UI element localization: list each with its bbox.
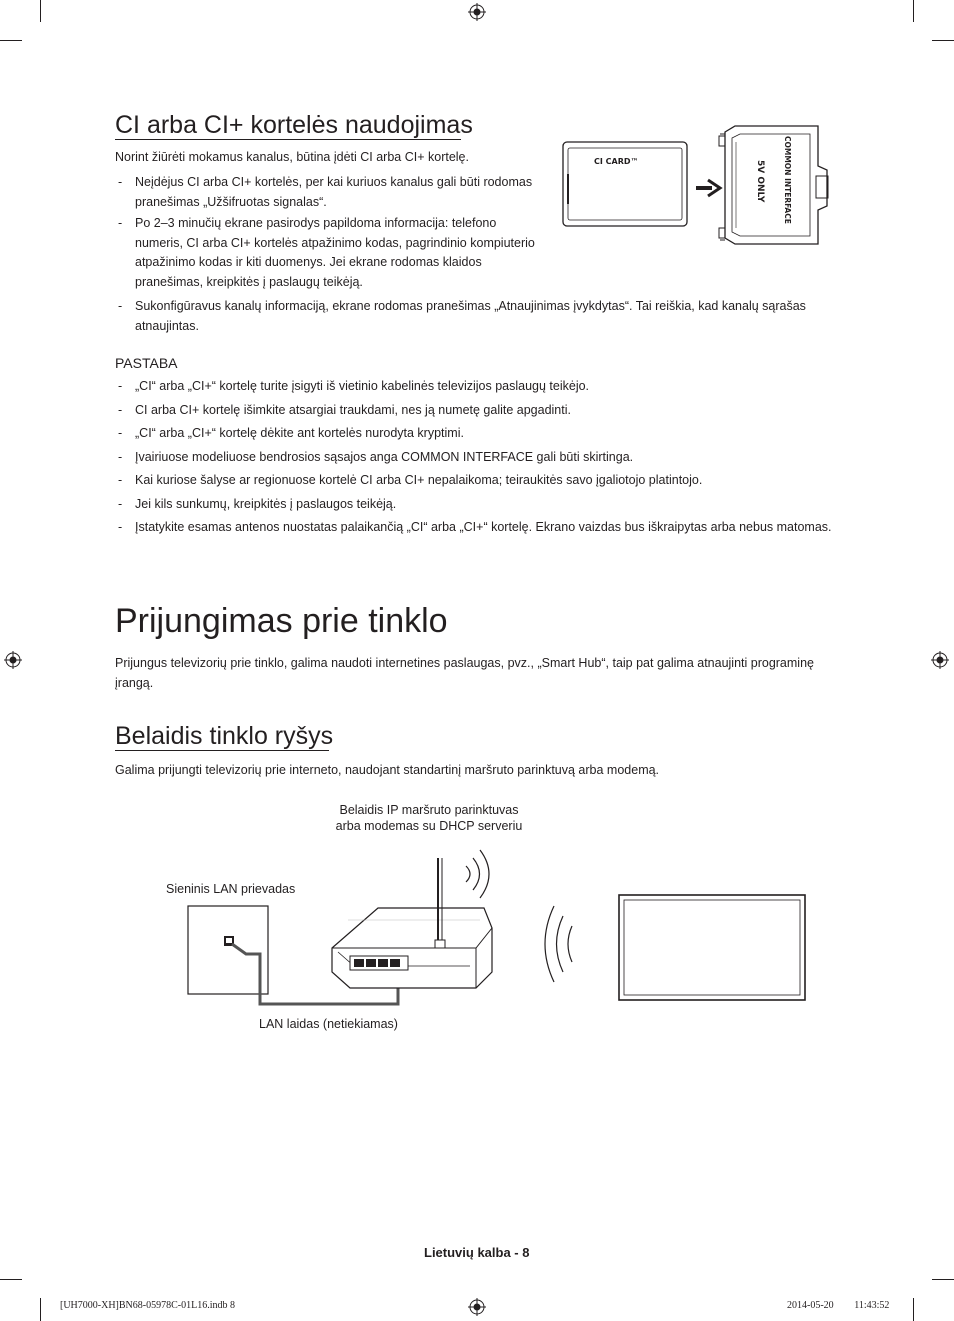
wireless-intro: Galima prijungti televizorių prie interneto, naudojant standartinį maršruto parinktuvą arba modemą. (115, 763, 660, 777)
registration-mark-icon (931, 651, 949, 669)
note-heading: PASTABA (115, 355, 178, 371)
page-number: Lietuvių kalba - 8 (424, 1245, 530, 1260)
list-item: - Sukonfigūravus kanalų informaciją, ekrane rodomas pranešimas „Atnaujinimas įvykdytas“. Tai reiškia, kad kanalų sąrašas atnaujintas. (115, 297, 845, 336)
wall-lan-port-icon (188, 906, 268, 994)
lan-cable-label: LAN laidas (netiekiamas) (259, 1017, 398, 1031)
crop-mark (40, 0, 41, 22)
wifi-signal-icon (466, 850, 489, 898)
crop-mark (913, 1298, 914, 1321)
list-item: - CI arba CI+ kortelę išimkite atsargiai traukdami, nes ją numetę galite apgadinti. (115, 401, 845, 421)
list-item: - Neįdėjus CI arba CI+ kortelės, per kai kuriuos kanalus gali būti rodomas pranešimas „Užšifruotas signalas“. (115, 173, 535, 212)
crop-mark (932, 1279, 954, 1280)
list-item: - Jei kils sunkumų, kreipkitės į paslaugos teikėją. (115, 495, 845, 515)
registration-mark-icon (468, 1298, 486, 1316)
wireless-title-underline (115, 750, 329, 751)
footer-file: [UH7000-XH]BN68-05978C-01L16.indb 8 (60, 1300, 235, 1311)
footer-date: 2014-05-20 ￿￿ 11:43:52 (787, 1300, 890, 1311)
wireless-title: Belaidis tinklo ryšys (115, 722, 334, 750)
ci-title-underline (115, 139, 461, 140)
tv-icon (619, 895, 805, 1000)
ci-bullet-list (115, 173, 535, 296)
crop-mark (40, 1298, 41, 1321)
crop-mark (932, 40, 954, 41)
list-item: - „CI“ arba „CI+“ kortelę dėkite ant kortelės nurodyta kryptimi. (115, 424, 845, 444)
wifi-signal-icon (545, 906, 572, 982)
network-intro: Prijungus televizorių prie tinklo, galima naudoti internetines paslaugas, pvz., „Smart Hub“, taip pat galima atnaujinti programinę įrangą. (115, 656, 814, 690)
list-item: - Po 2–3 minučių ekrane pasirodys papildoma informacija: telefono numeris, CI arba CI+ kortelės atpažinimo kodas, pagrindinio kompiuterio atpažinimo kodas ir kiti duomenys. Jei ekrane rodomas klaidos pranešimas, kreipkitės į paslaugų teikėją. (115, 214, 535, 292)
ci-bullet-full (115, 297, 845, 340)
router-icon (332, 858, 492, 988)
crop-mark (0, 1279, 22, 1280)
note-list (115, 377, 845, 542)
crop-mark (913, 0, 914, 22)
list-item: - „CI“ arba „CI+“ kortelę turite įsigyti iš vietinio kabelinės televizijos paslaugų teikėjo. (115, 377, 845, 397)
list-item: - Įvairiuose modeliuose bendrosios sąsajos anga COMMON INTERFACE gali būti skirtinga. (115, 448, 845, 468)
wireless-network-diagram (180, 840, 820, 1010)
list-item: - Kai kuriose šalyse ar regionuose kortelė CI arba CI+ nepalaikoma; teiraukitės savo įgaliotojo platintojo. (115, 471, 845, 491)
router-label-line2: arba modemas su DHCP serveriu (335, 819, 523, 833)
registration-mark-icon (468, 3, 486, 21)
network-title: Prijungimas prie tinklo (115, 602, 448, 640)
registration-mark-icon (4, 651, 22, 669)
list-item: - Įstatykite esamas antenos nuostatas palaikančią „CI“ arba „CI+“ kortelę. Ekrano vaizdas bus iškraipytas arba nebus matomas. (115, 518, 845, 538)
ci-section-title: CI arba CI+ kortelės naudojimas (115, 111, 473, 139)
wall-lan-label: Sieninis LAN prievadas (166, 882, 296, 896)
ci-card-label: CI CARD™ (594, 157, 639, 166)
slot-label-common-interface: COMMON INTERFACE (783, 136, 792, 224)
slot-label-5v-only: 5V ONLY (755, 160, 765, 203)
ci-intro: Norint žiūrėti mokamus kanalus, būtina įdėti CI arba CI+ kortelę. (115, 150, 469, 164)
router-label-line1: Belaidis IP maršruto parinktuvas (339, 803, 519, 817)
ci-card-illustration (560, 124, 850, 250)
crop-mark (0, 40, 22, 41)
